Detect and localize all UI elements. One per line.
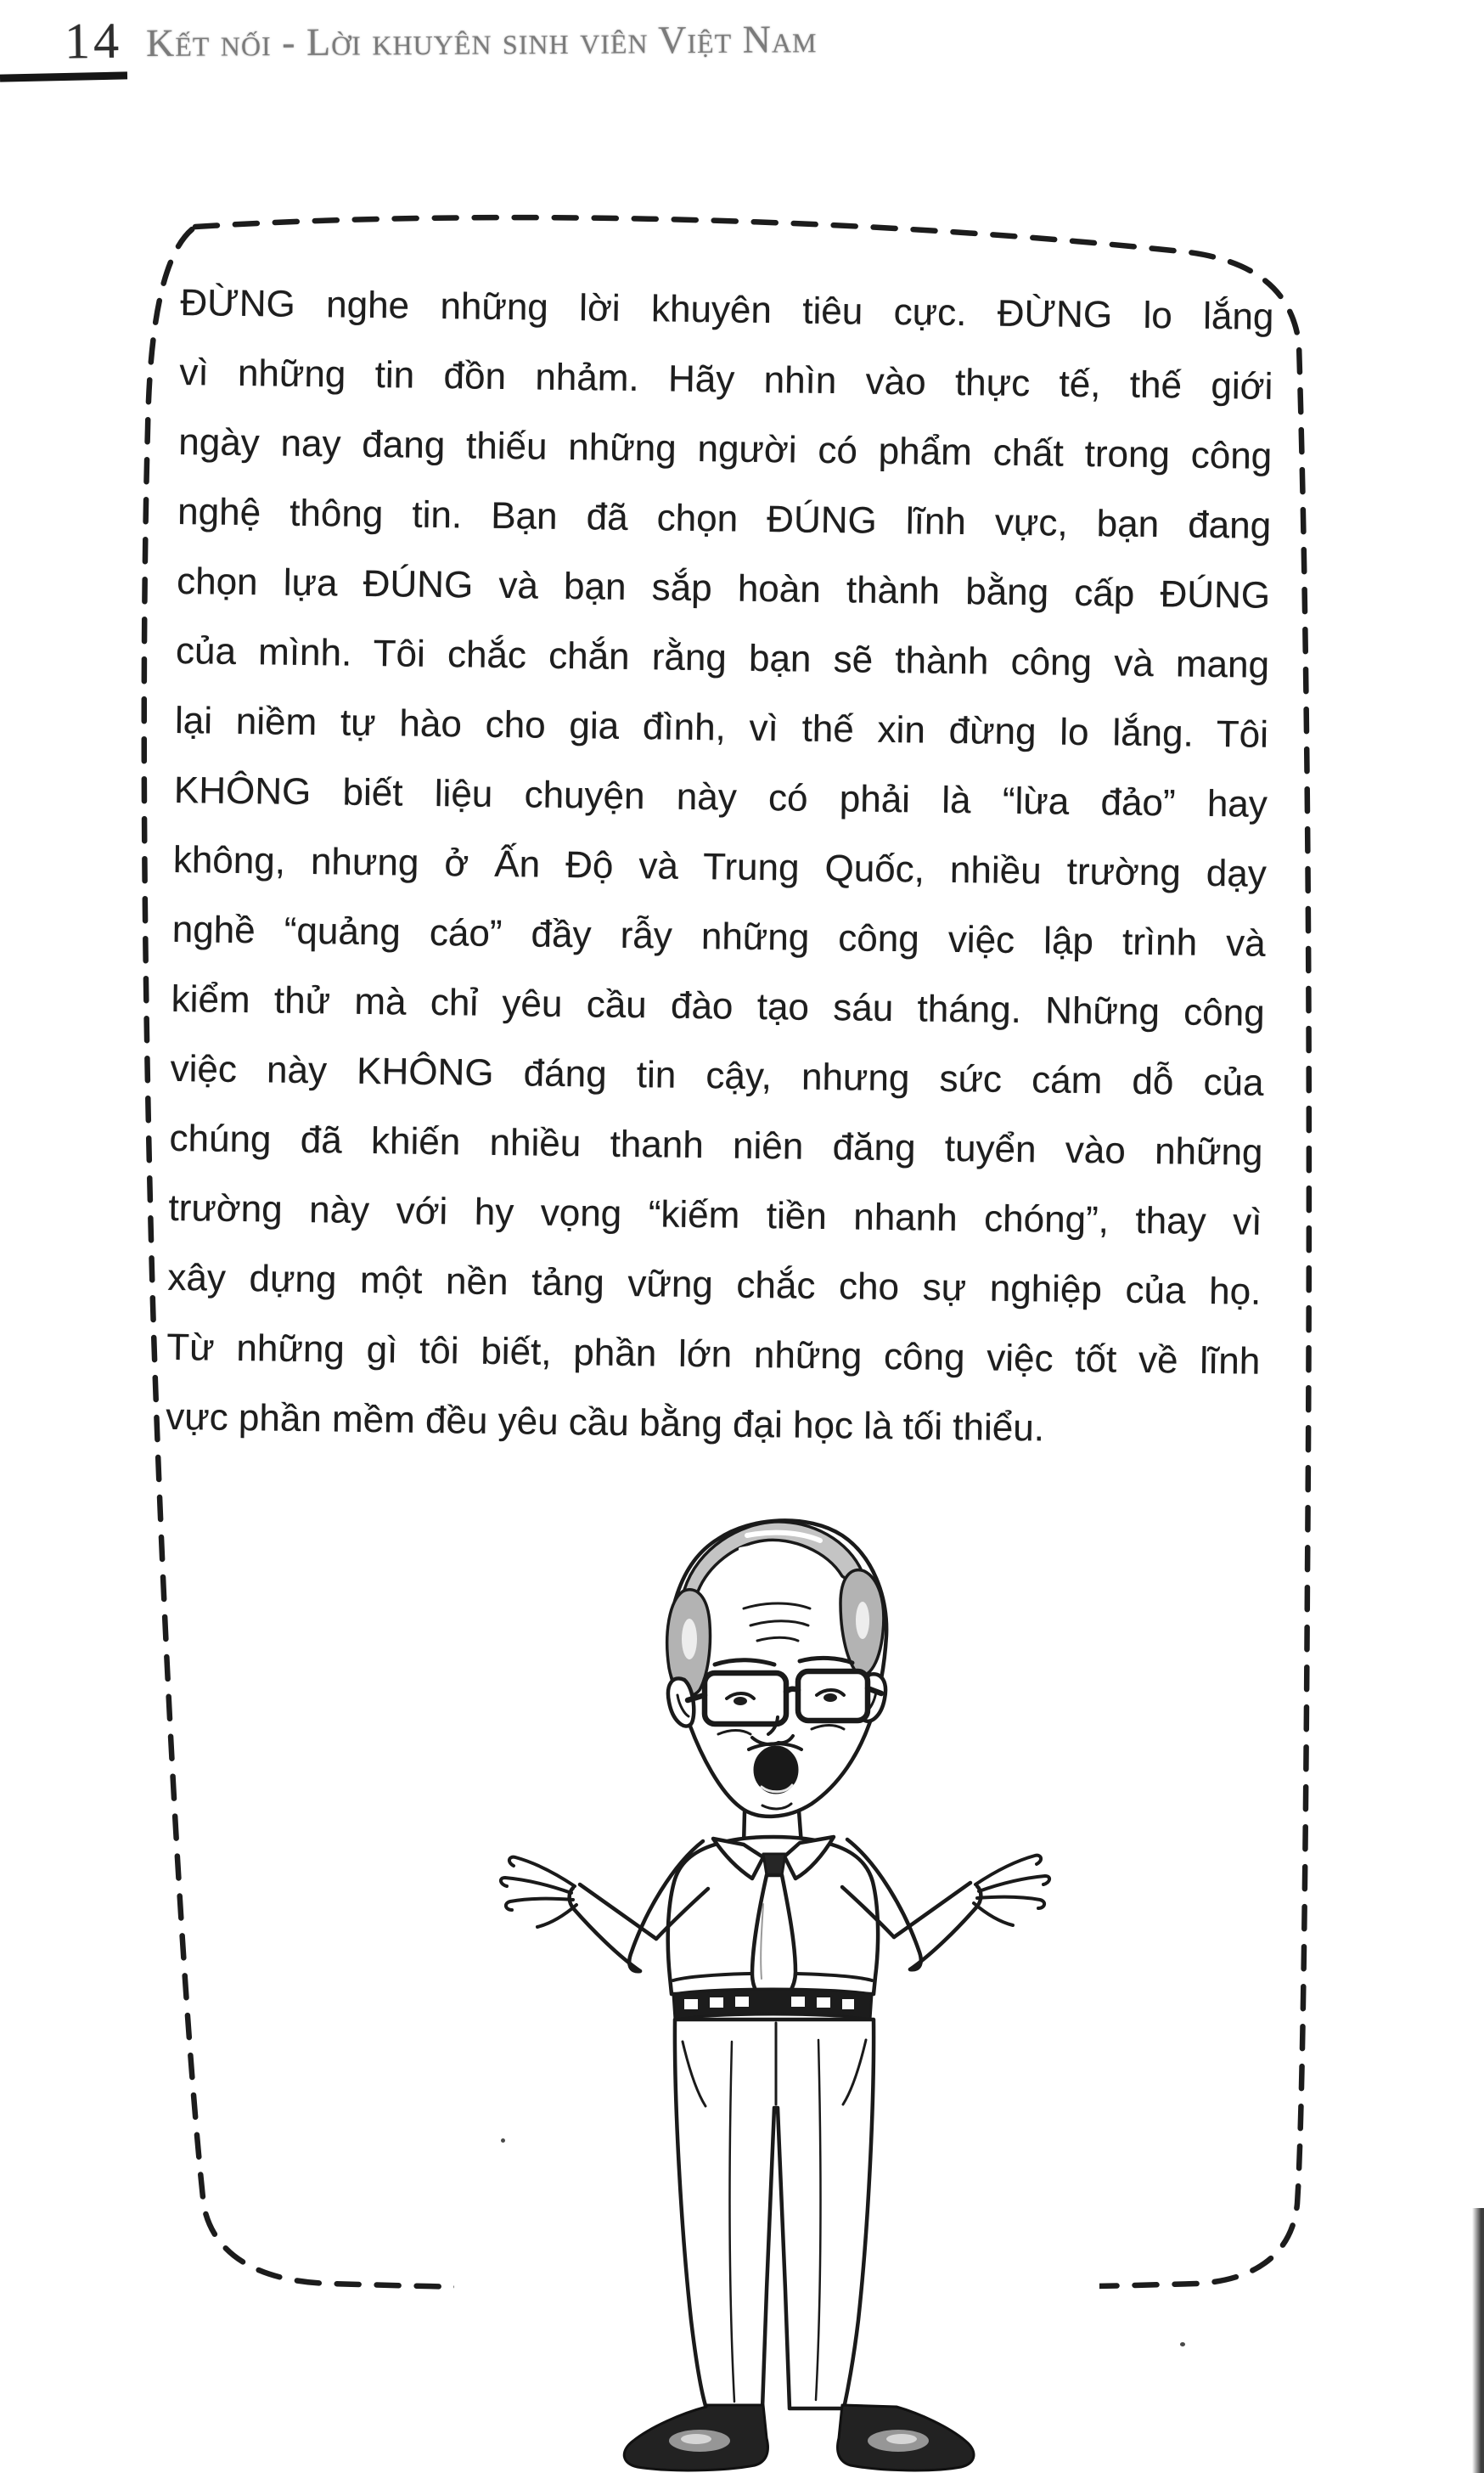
- glasses-icon: [688, 1671, 881, 1724]
- figure-head: [667, 1520, 886, 1816]
- scan-speck: [1180, 2342, 1185, 2346]
- quote-line: vì những tin đồn nhảm. Hãy nhìn vào thực tế, thế giới: [179, 351, 1273, 408]
- quote-line: chúng đã khiến nhiều thanh niên đăng tuyển vào những: [169, 1117, 1263, 1174]
- quote-paragraph: [166, 268, 1274, 1467]
- header-underline: [0, 71, 127, 82]
- scan-edge-shadow: [1472, 2208, 1484, 2473]
- quote-line: nghề “quảng cáo” đầy rẫy những công việc lập trình và: [171, 908, 1267, 965]
- quote-line: chọn lựa ĐÚNG và bạn sắp hoàn thành bằng cấp ĐÚNG: [176, 560, 1271, 617]
- quote-line: vực phần mềm đều yêu cầu bằng đại học là tối thiểu.: [165, 1395, 1045, 1450]
- quote-line: KHÔNG biết liệu chuyện này có phải là “lừa đảo” hay: [173, 769, 1268, 825]
- running-header-title: Kết nối - Lời khuyên sinh viên Việt Nam: [145, 17, 818, 65]
- figure-shoes: [624, 2405, 974, 2470]
- quote-line: ngày nay đang thiếu những người có phẩm chất trong công: [178, 420, 1273, 477]
- quote-line: trường này với hy vọng “kiếm tiền nhanh chóng”, thay vì: [168, 1186, 1262, 1243]
- page-number: 14: [64, 12, 123, 70]
- quote-line: của mình. Tôi chắc chắn rằng bạn sẽ thành công và mang: [175, 629, 1270, 686]
- quote-line: việc này KHÔNG đáng tin cậy, nhưng sức cám dỗ của: [170, 1047, 1264, 1104]
- quote-line: xây dựng một nền tảng vững chắc cho sự nghiệp của họ.: [167, 1256, 1262, 1313]
- quote-line: lại niềm tự hào cho gia đình, vì thế xin đừng lo lắng. Tôi: [174, 699, 1269, 756]
- quote-line: nghệ thông tin. Bạn đã chọn ĐÚNG lĩnh vực, bạn đang: [177, 490, 1272, 547]
- figure-trousers: [675, 2020, 874, 2408]
- quote-line: kiểm thử mà chỉ yêu cầu đào tạo sáu tháng. Những công: [171, 977, 1265, 1034]
- quote-line: không, nhưng ở Ấn Độ và Trung Quốc, nhiều trường dạy: [172, 838, 1268, 895]
- quote-line: Từ những gì tôi biết, phần lớn những công việc tốt về lĩnh: [166, 1326, 1261, 1383]
- quote-line: ĐỪNG nghe những lời khuyên tiêu cực. ĐỪNG lo lắng: [180, 281, 1274, 338]
- figure-belt: [673, 1989, 872, 2020]
- man-shrugging-illustration: [492, 1505, 1053, 2473]
- scan-speck: [501, 2138, 505, 2143]
